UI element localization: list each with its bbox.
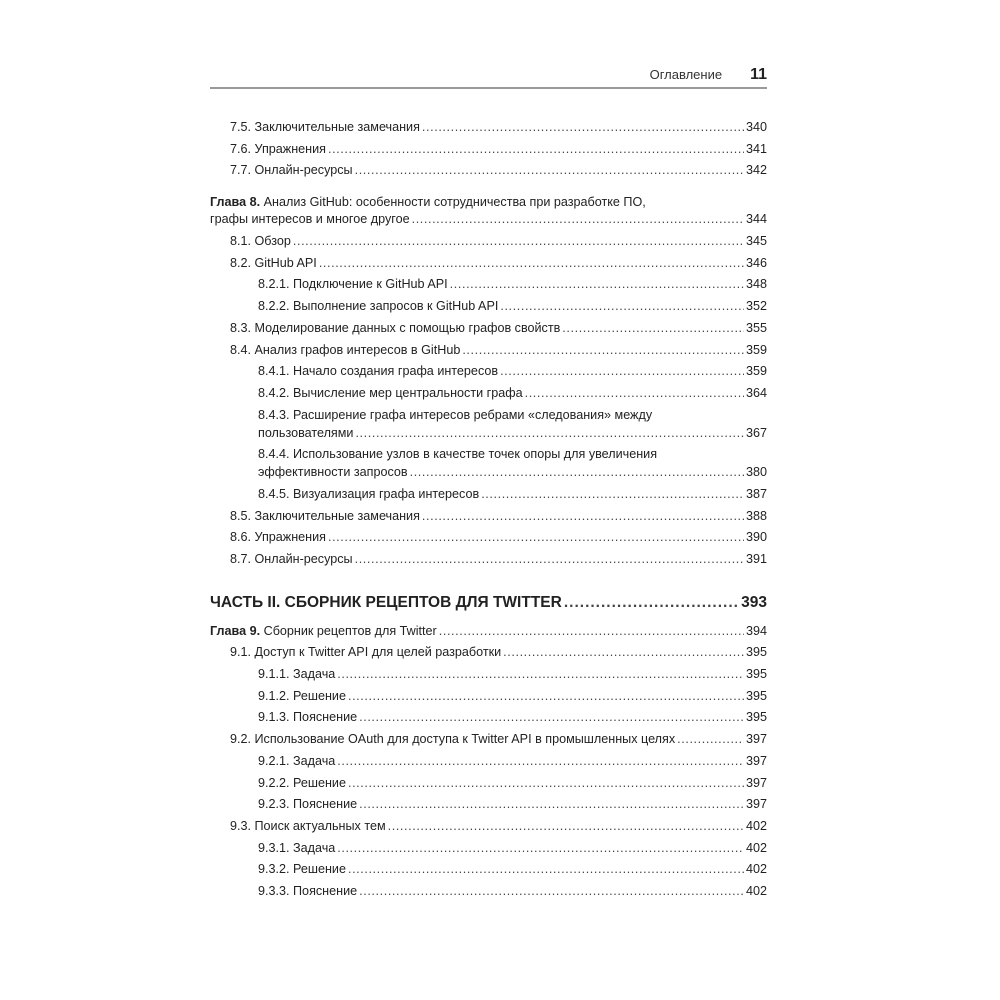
toc-entry[interactable] [210,252,767,274]
page-ref: 397 [745,732,767,747]
entry-title: 9.2.3. Пояснение [258,797,358,812]
dot-leader [439,622,744,640]
page-ref: 342 [745,163,767,178]
dot-leader [337,665,744,683]
page-ref: 397 [745,753,767,768]
entry-title-line1: 8.4.3. Расширение графа интересов ребрами «следования» между [258,407,653,422]
running-header [210,62,767,89]
dot-leader [359,708,744,726]
table-of-contents [210,116,767,902]
page-ref: 402 [745,883,767,898]
toc-entry[interactable] [210,443,767,483]
page-ref: 348 [745,277,767,292]
chapter-title: Сборник рецептов для Twitter [263,623,437,638]
chapter-prefix: Глава 8. [210,195,261,210]
chapter-title-line1: Анализ GitHub: особенности сотрудничества при разработке ПО, [263,195,646,210]
entry-title: 8.4.2. Вычисление мер центральности графа [258,385,523,400]
entry-title: 9.2.1. Задача [258,753,336,768]
entry-title: эффективности запросов [258,465,408,480]
entry-title: 9.2. Использование OAuth для доступа к Twitter API в промышленных целях [230,732,676,747]
toc-entry[interactable] [210,526,767,548]
entry-title: 8.7. Онлайн-ресурсы [230,552,353,566]
page-ref: 395 [745,710,767,725]
page-ref: 352 [745,299,767,314]
page-ref: 344 [745,212,767,227]
toc-entry[interactable] [210,339,767,361]
dot-leader [328,528,744,546]
dot-leader [564,593,739,613]
toc-entry[interactable] [210,880,767,902]
toc-entry[interactable] [210,548,767,570]
entry-title: 8.2.1. Подключение к GitHub API [258,277,448,292]
toc-entry[interactable] [210,295,767,317]
page-ref: 364 [745,385,767,400]
page-ref: 395 [745,667,767,682]
page-ref: 395 [745,688,767,703]
entry-title: 9.1. Доступ к Twitter API для целей разработки [230,645,502,660]
toc-entry[interactable] [210,273,767,295]
dot-leader [293,232,744,250]
toc-entry[interactable] [210,138,767,160]
page-ref: 380 [745,465,767,480]
toc-entry[interactable] [210,382,767,404]
entry-title: 8.1. Обзор [230,234,291,249]
toc-entry[interactable] [210,360,767,382]
dot-leader [359,795,744,813]
toc-entry[interactable] [210,317,767,339]
entry-title: 8.6. Упражнения [230,530,326,545]
page-number: 11 [750,65,767,83]
toc-entry[interactable] [210,750,767,772]
page-ref: 388 [745,508,767,523]
entry-title: 8.4.1. Начало создания графа интересов [258,364,499,379]
page-ref: 346 [745,255,767,270]
page-ref: 390 [745,530,767,545]
page-ref: 391 [745,552,767,566]
entry-title: 8.4.5. Визуализация графа интересов [258,486,480,501]
entry-title: 7.7. Онлайн-ресурсы [230,163,353,178]
entry-title: 8.5. Заключительные замечания [230,508,420,523]
dot-leader [348,860,744,878]
page-ref: 394 [745,623,767,638]
dot-leader [348,774,744,792]
toc-chapter-8[interactable] [210,194,767,230]
toc-entry[interactable] [210,159,767,181]
page-ref: 395 [745,645,767,660]
toc-entry[interactable] [210,772,767,794]
dot-leader [337,752,744,770]
page-ref: 397 [745,775,767,790]
toc-chapter-9[interactable] [210,620,767,642]
toc-entry[interactable] [210,706,767,728]
dot-leader [481,485,744,503]
toc-entry[interactable] [210,505,767,527]
toc-entry[interactable] [210,728,767,750]
toc-entry[interactable] [210,858,767,880]
entry-title: 9.1.1. Задача [258,667,336,682]
toc-entry[interactable] [210,815,767,837]
toc-entry[interactable] [210,793,767,815]
chapter-prefix: Глава 9. [210,623,261,638]
dot-leader [319,254,744,272]
dot-leader [410,463,744,481]
dot-leader [337,839,744,857]
dot-leader [422,118,744,136]
entry-title: 9.3.3. Пояснение [258,883,358,898]
dot-leader [450,275,744,293]
dot-leader [500,362,744,380]
page-ref: 402 [745,818,767,833]
entry-title: 8.2.2. Выполнение запросов к GitHub API [258,299,499,314]
entry-title: 9.2.2. Решение [258,775,346,790]
page-ref: 341 [745,141,767,156]
toc-part-2[interactable] [210,593,767,620]
dot-leader [500,297,744,315]
page-ref: 402 [745,840,767,855]
toc-entry[interactable] [210,685,767,707]
toc-entry[interactable] [210,404,767,444]
entry-title: 9.3.1. Задача [258,840,336,855]
page-ref: 345 [745,234,767,249]
entry-title: пользователями [258,425,354,440]
dot-leader [388,817,744,835]
dot-leader [328,140,744,158]
page-ref: 387 [745,486,767,501]
page-ref: 359 [745,342,767,357]
page-ref: 393 [741,593,767,611]
dot-leader [348,687,744,705]
entry-title: 9.1.2. Решение [258,688,346,703]
toc-entry[interactable] [210,230,767,252]
dot-leader [355,424,744,442]
dot-leader [359,882,744,900]
page-ref: 397 [745,797,767,812]
page-ref: 359 [745,364,767,379]
dot-leader [503,643,744,661]
entry-title: 8.4. Анализ графов интересов в GitHub [230,342,461,357]
toc-entry[interactable] [210,641,767,663]
entry-title: 8.3. Моделирование данных с помощью графов свойств [230,320,561,335]
toc-entry[interactable] [210,663,767,685]
entry-title-line1: 8.4.4. Использование узлов в качестве точек опоры для увеличения [258,447,658,462]
entry-title: 9.3.2. Решение [258,862,346,877]
page-ref: 355 [745,320,767,335]
entry-title: 9.1.3. Пояснение [258,710,358,725]
toc-entry[interactable] [210,837,767,859]
entry-title: 9.3. Поиск актуальных тем [230,818,386,833]
entry-title: 7.5. Заключительные замечания [230,120,420,134]
dot-leader [412,211,744,228]
dot-leader [422,507,744,525]
entry-title: 7.6. Упражнения [230,141,326,156]
entry-title: 8.2. GitHub API [230,255,317,270]
page-ref: 367 [745,425,767,440]
dot-leader [525,384,744,402]
chapter-title-line2: графы интересов и многое другое [210,212,410,227]
part-title: ЧАСТЬ II. СБОРНИК РЕЦЕПТОВ ДЛЯ TWITTER [210,593,562,611]
header-title: Оглавление [649,67,723,82]
toc-entry[interactable] [210,483,767,505]
toc-entry[interactable] [210,116,767,138]
page-ref: 340 [745,120,767,134]
dot-leader [355,550,744,568]
dot-leader [562,319,744,337]
dot-leader [462,341,744,359]
dot-leader [355,161,744,179]
page-ref: 402 [745,862,767,877]
dot-leader [677,730,744,748]
